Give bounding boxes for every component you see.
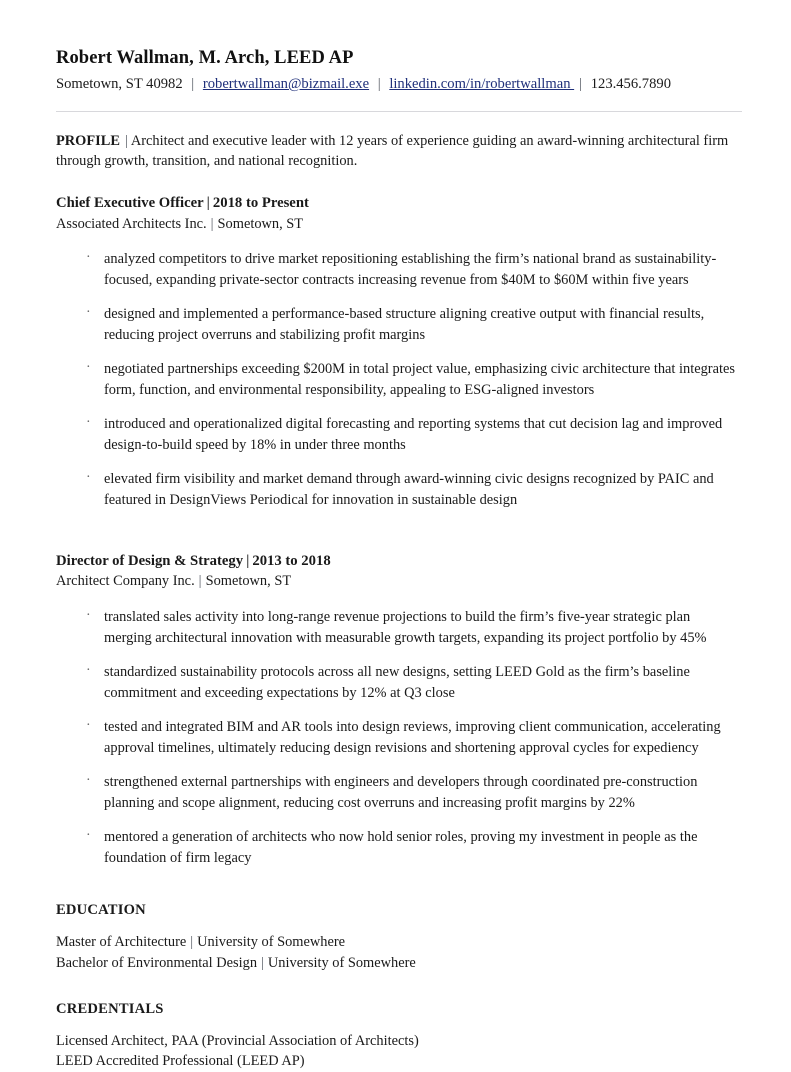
job-company-separator-1: | <box>210 215 214 232</box>
credentials-line-2: LEED Accredited Professional (LEED AP) <box>56 1053 305 1070</box>
profile-label: PROFILE <box>56 133 120 149</box>
education-school-1: University of Somewhere <box>197 934 346 951</box>
job-bullets-2 <box>56 607 741 869</box>
phone-number: 123.456.7890 <box>590 76 671 92</box>
list-item: · strengthened external partnerships with engineers and developers through coordinated pre-construction planning and scope alignment, reducing cost overruns and increasing profit margins by 22% <box>56 772 741 814</box>
job-location-1: Sometown, ST <box>217 215 304 232</box>
education-separator-2: | <box>261 954 264 971</box>
education-entry-1 <box>56 932 741 952</box>
resume-header <box>56 48 741 93</box>
job-company-1: Associated Architects Inc. <box>56 215 207 232</box>
contact-separator-1: | <box>191 76 195 92</box>
job-company-2: Architect Company Inc. <box>56 573 195 590</box>
job-title-line-2 <box>56 552 741 572</box>
profile-section <box>56 131 741 172</box>
education-heading: EDUCATION <box>56 902 146 919</box>
list-item: · standardized sustainability protocols across all new designs, setting LEED Gold as the firm’s baseline commitment and exceeding expectations by 12% at Q3 close <box>56 662 741 704</box>
job-dates-2: 2013 to 2018 <box>252 552 331 569</box>
job-bullets-1 <box>56 249 741 511</box>
list-item: · translated sales activity into long-range revenue projections to build the firm’s five-year strategic plan merging architectural innovation with measurable growth targets, expanding its project portfolio by 45% <box>56 607 741 649</box>
job-company-separator-2: | <box>198 573 202 590</box>
candidate-name: Robert Wallman, M. Arch, LEED AP <box>56 48 354 68</box>
list-item: · tested and integrated BIM and AR tools into design reviews, improving client communication, accelerating approval timelines, ultimately reducing design revisions and shortening approval cycles for expediency <box>56 717 741 759</box>
credentials-line-1: Licensed Architect, PAA (Provincial Association of Architects) <box>56 1033 419 1049</box>
contact-line <box>56 76 741 93</box>
experience-entry-2 <box>56 552 741 870</box>
job-company-line-2 <box>56 572 741 591</box>
contact-separator-3: | <box>579 76 583 92</box>
job-title-separator-2: | <box>246 552 250 569</box>
job-location-2: Sometown, ST <box>205 573 292 590</box>
list-item: · analyzed competitors to drive market repositioning establishing the firm’s national brand as sustainability-focused, expanding private-sector contracts increasing revenue from $40M to $60M within five years <box>56 249 741 291</box>
job-title-2: Director of Design & Strategy <box>56 552 244 569</box>
job-title-separator-1: | <box>206 194 210 211</box>
credentials-heading: CREDENTIALS <box>56 1001 164 1017</box>
profile-text: Architect and executive leader with 12 years of experience guiding an award-winning architectural firm through growth, transition, and national recognition. <box>56 133 729 170</box>
experience-entry-1 <box>56 194 741 512</box>
profile-separator: | <box>124 133 128 149</box>
education-degree-1: Master of Architecture <box>56 934 187 951</box>
job-title-1: Chief Executive Officer <box>56 194 204 211</box>
email-link[interactable]: robertwallman@bizmail.exe <box>202 76 370 92</box>
credentials-section <box>56 1001 741 1072</box>
list-item: · mentored a generation of architects who now hold senior roles, proving my investment in people as the foundation of firm legacy <box>56 827 741 869</box>
linkedin-link[interactable]: linkedin.com/in/robertwallman <box>389 76 575 92</box>
job-dates-1: 2018 to Present <box>212 194 309 211</box>
education-school-2: University of Somewhere <box>267 954 416 971</box>
list-item: · designed and implemented a performance-based structure aligning creative output with financial results, reducing project overruns and stabilizing profit margins <box>56 304 741 346</box>
contact-location: Sometown, ST 40982 <box>56 76 183 92</box>
list-item: · elevated firm visibility and market demand through award-winning civic designs recognized by PAIC and featured in DesignViews Periodical for innovation in sustainable design <box>56 469 741 511</box>
list-item: · negotiated partnerships exceeding $200M in total project value, emphasizing civic architecture that integrates form, function, and environmental responsibility, appealing to ESG-aligned investors <box>56 359 741 401</box>
education-section <box>56 902 741 973</box>
education-entry-2 <box>56 953 741 973</box>
header-divider <box>56 111 742 112</box>
education-separator-1: | <box>190 934 194 951</box>
contact-separator-2: | <box>377 76 381 92</box>
list-item: · introduced and operationalized digital forecasting and reporting systems that cut decision lag and improved design-to-build speed by 18% in under three months <box>56 414 741 456</box>
job-company-line-1 <box>56 215 741 234</box>
education-degree-2: Bachelor of Environmental Design <box>56 954 258 971</box>
job-title-line-1 <box>56 194 741 214</box>
